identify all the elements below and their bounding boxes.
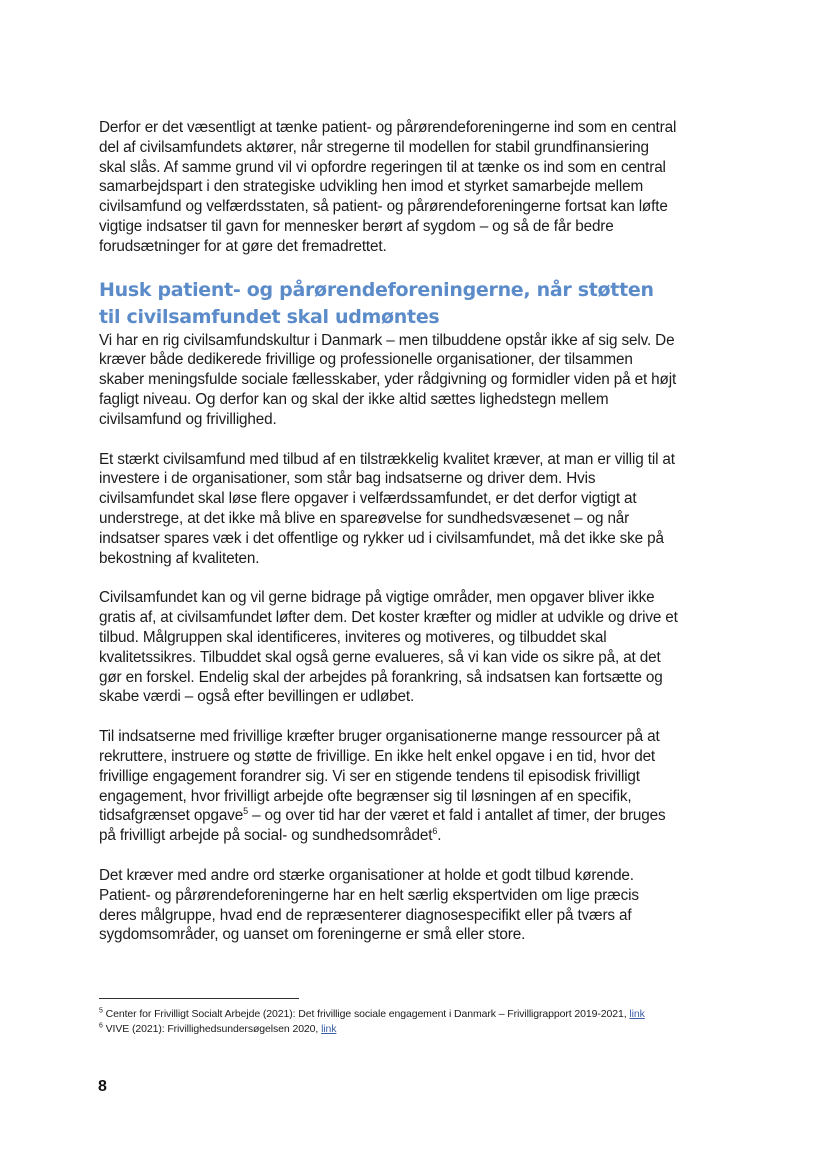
section-heading: Husk patient- og pårørendeforeningerne, når støtten til civilsamfundet skal udmøntes <box>99 278 654 328</box>
intro-paragraph: Derfor er det væsentligt at tænke patient- og pårørendeforeningerne ind som en central del af civilsamfundets aktører, når stregerne til modellen for stabil grundfinansiering skal slås. Af samme grund vil vi opfordre regeringen til at tænke os ind som en central samarbejdspart i den strategiske udvikling hen imod et styrket samarbejde mellem civilsamfund og velfærdsstaten, så patient- og pårørendeforeningerne fortsat kan løfte vigtige indsatser til gavn for mennesker berørt af sygdom – og så de får bedre forudsætninger for at gøre det fremadrettet. <box>99 119 677 255</box>
footnote-5-link[interactable]: link <box>629 1008 645 1020</box>
footnote-6 <box>99 1022 699 1037</box>
section-paragraph-3: Civilsamfundet kan og vil gerne bidrage på vigtige områder, men opgaver bliver ikke gratis af, at civilsamfundet løfter dem. Det koster kræfter og midler at udvikle og drive et tilbud. Målgruppen skal identificeres, inviteres og motiveres, og tilbuddet skal kvalitetssikres. Tilbuddet skal også gerne evalueres, så vi kan vide os sikre på, at det gør en forskel. Endelig skal der arbejdes på forankring, så indsatsen kan fortsætte og skabe værdi – også efter bevillingen er udløbet. <box>99 589 678 706</box>
footnote-6-text: VIVE (2021): Frivillighedsundersøgelsen 2020, <box>102 1022 322 1035</box>
section-paragraph-4 <box>99 727 679 846</box>
section-paragraph-2: Et stærkt civilsamfund med tilbud af en tilstrækkelig kvalitet kræver, at man er villig til at investere i de organisationer, som står bag indsatserne og driver dem. Hvis civilsamfundet skal løse flere opgaver i velfærdssamfundet, er det derfor vigtigt at understrege, at det ikke må blive en spareøvelse for sundhedsvæsenet – og når indsatser spares væk i det offentlige og rykker ud i civilsamfundet, må det ikke ske på bekostning af kvaliteten. <box>99 450 675 567</box>
footnote-5-text: Center for Frivilligt Socialt Arbejde (2021): Det frivillige sociale engagement i Danmark – Frivilligrapport 2019-2021, <box>102 1008 630 1020</box>
footnote-divider <box>99 998 299 999</box>
footnotes <box>99 998 699 1036</box>
paragraph-4-text-b: – og over tid har der været et fald i antallet af timer, der bruges på frivilligt arbejde på social- og sundhedsområdet <box>99 807 666 845</box>
section-paragraph-1: Vi har en rig civilsamfundskultur i Danmark – men tilbuddene opstår ikke af sig selv. De kræver både dedikerede frivillige og professionelle organisationer, der tilsammen skaber meningsfulde sociale fællesskaber, yder rådgivning og formidler viden på et højt fagligt niveau. Og derfor kan og skal der ikke altid sættes lighedstegn mellem civilsamfund og frivillighed. <box>99 331 677 428</box>
footnote-6-link[interactable]: link <box>321 1022 337 1035</box>
page-body <box>99 118 679 965</box>
footnote-ref-5[interactable]: 5 <box>243 806 248 817</box>
footnote-ref-6[interactable]: 6 <box>432 826 438 837</box>
page-number: 8 <box>98 1078 107 1095</box>
paragraph-4-text-a: Til indsatserne med frivillige kræfter bruger organisationerne mange ressourcer på at rekruttere, instruere og støtte de frivillige. En ikke helt enkel opgave i en tid, hvor det frivillige engagement forandrer sig. Vi ser en stigende tendens til episodisk frivilligt engagement, hvor frivilligt arbejde ofte begrænser sig til løsningen af en specifik, tidsafgrænset opgave <box>99 728 660 825</box>
footnote-5-number: 5 <box>99 1007 103 1015</box>
footnote-5 <box>99 1007 699 1022</box>
paragraph-4-text-c: . <box>437 827 442 845</box>
section-paragraph-5: Det kræver med andre ord stærke organisationer at holde et godt tilbud kørende. Patient- og pårørendeforeningerne har en helt særlig ekspertviden om lige præcis deres målgruppe, hvad end de repræsenterer diagnosespecifikt eller på tværs af sygdomsområder, og uanset om foreningerne er små eller store. <box>99 866 639 944</box>
footnote-6-number: 6 <box>99 1022 103 1029</box>
